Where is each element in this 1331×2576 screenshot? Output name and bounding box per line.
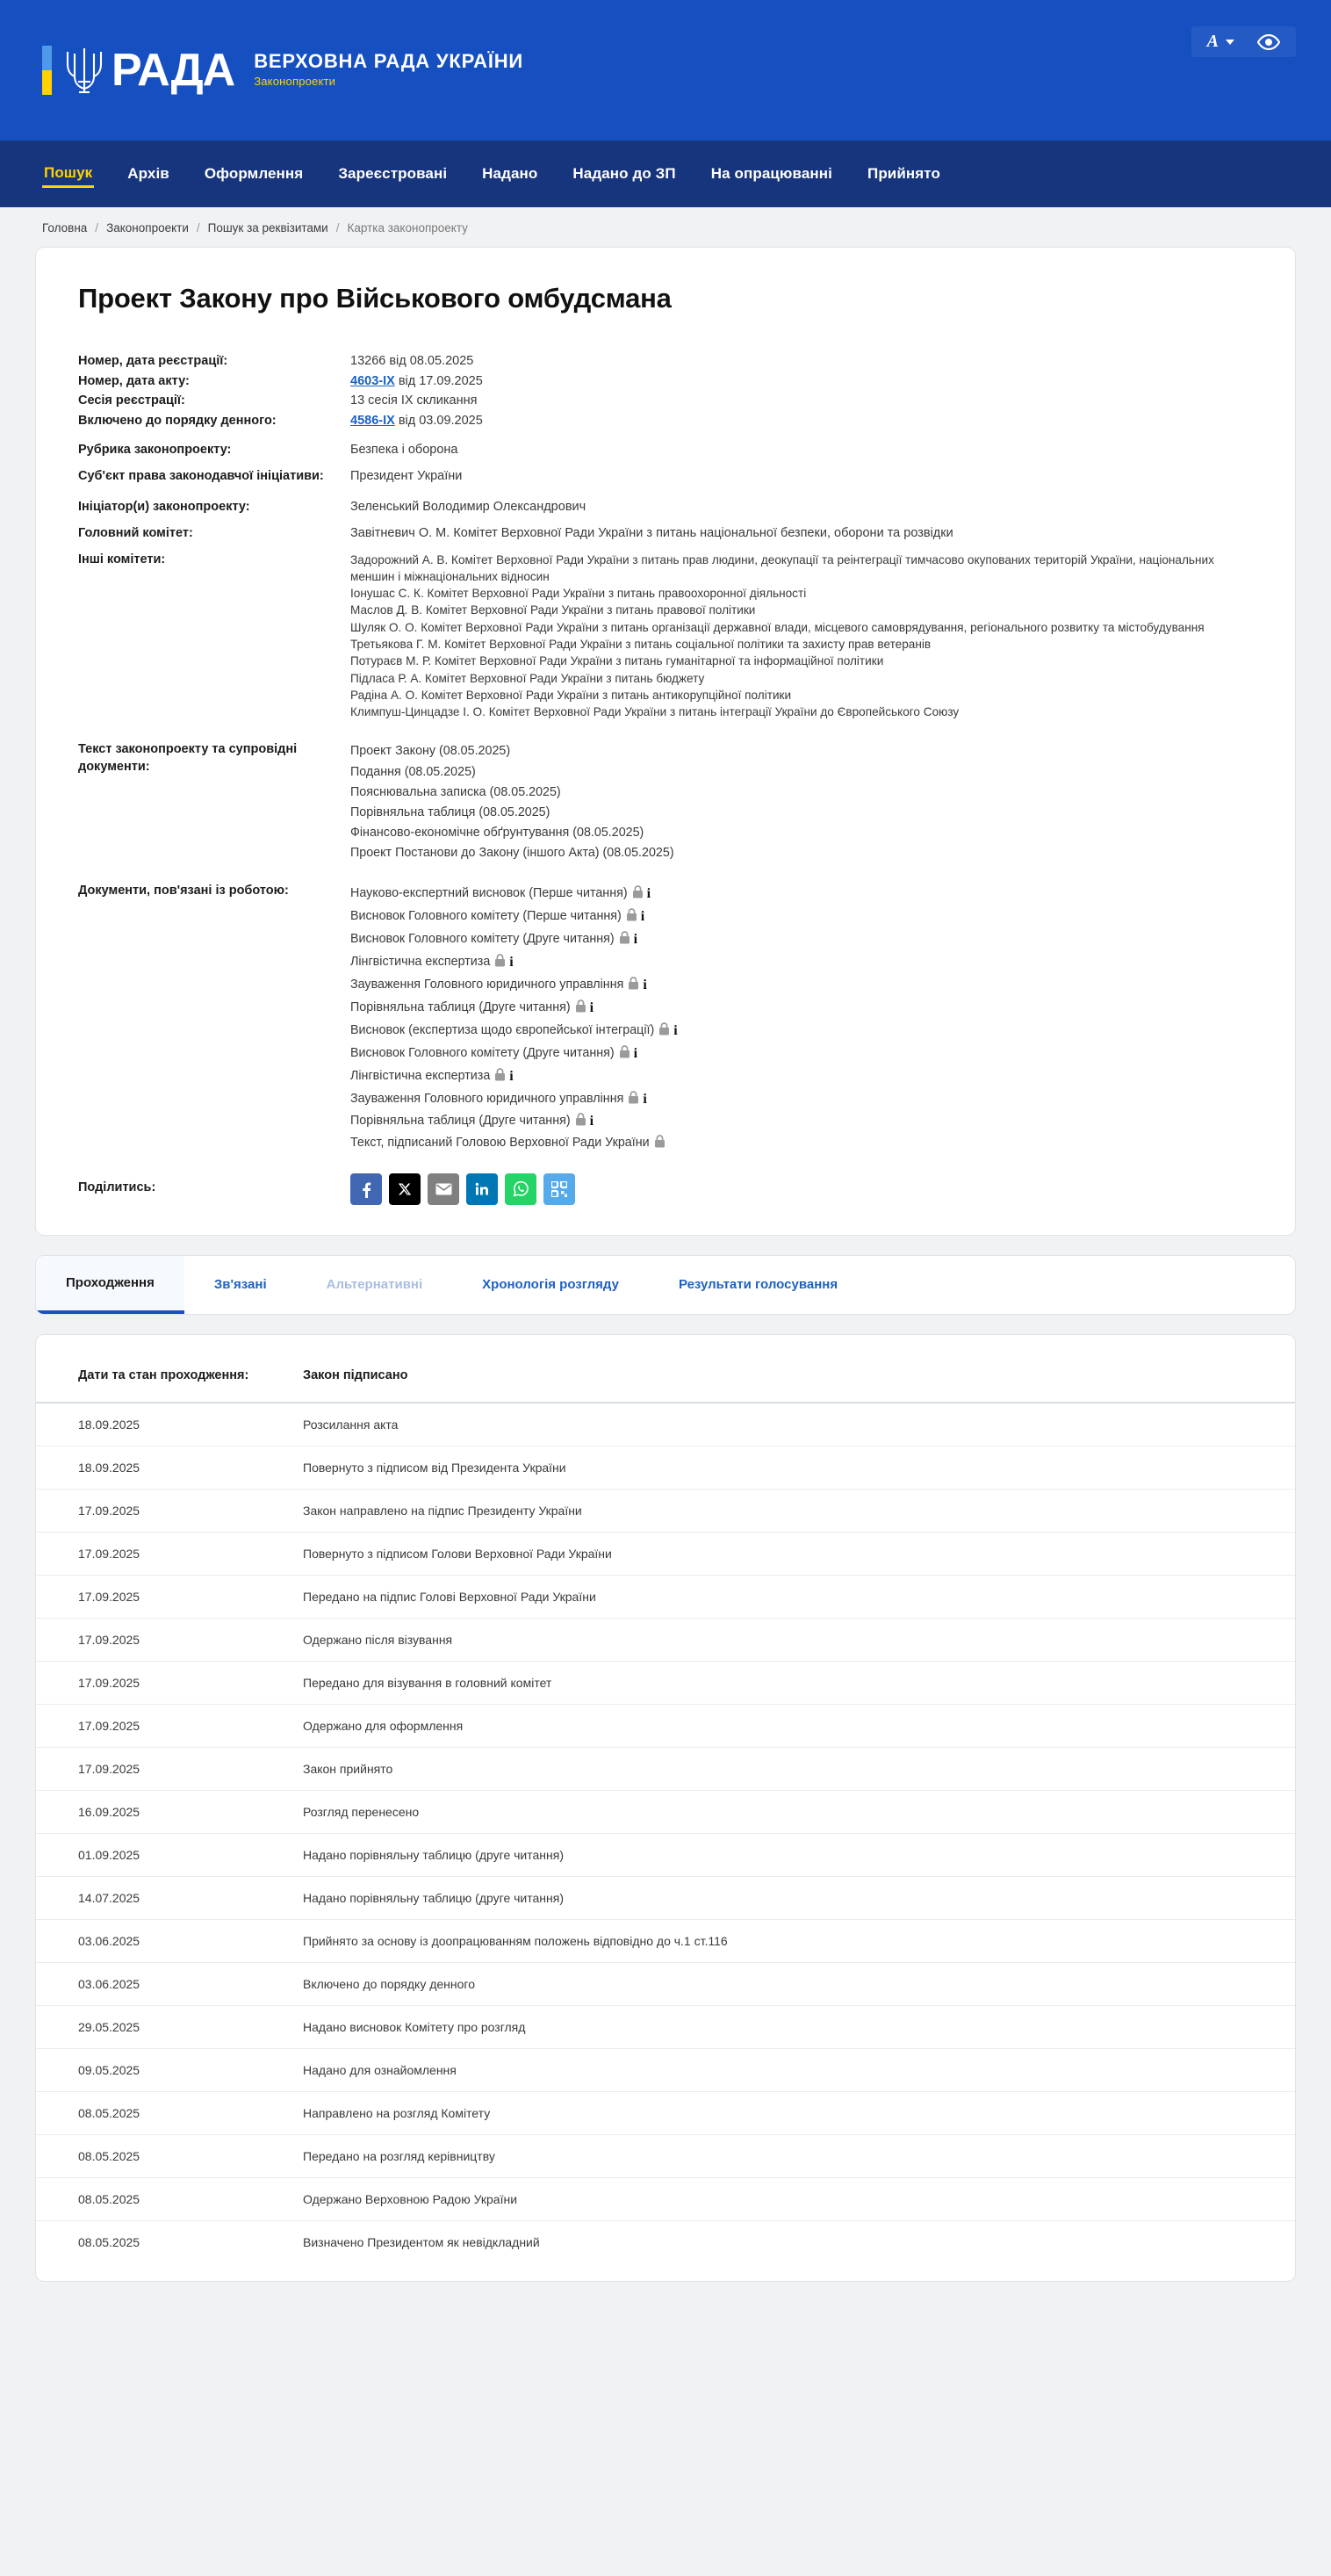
breadcrumb-item-search[interactable]: Пошук за реквізитами xyxy=(207,221,328,235)
field-label: Документи, пов'язані із роботою: xyxy=(78,884,289,898)
lock-icon xyxy=(654,1135,666,1148)
row-date: 08.05.2025 xyxy=(36,2134,282,2177)
accessibility-eye-icon[interactable] xyxy=(1257,34,1280,50)
row-date: 17.09.2025 xyxy=(36,1704,282,1747)
committee-item: Маслов Д. В. Комітет Верховної Ради України з питань правової політики xyxy=(350,603,756,617)
agenda-date: від 03.09.2025 xyxy=(394,413,483,428)
table-row xyxy=(36,2134,1295,2177)
related-document-label: Висновок Головного комітету (Перше читання) xyxy=(350,909,622,924)
linkedin-icon xyxy=(475,1182,489,1196)
tab-zvyazani[interactable]: Зв'язані xyxy=(213,1277,267,1293)
info-icon[interactable]: i xyxy=(509,1068,514,1084)
breadcrumb xyxy=(0,207,1331,247)
row-date: 17.09.2025 xyxy=(36,1532,282,1575)
share-linkedin-button[interactable] xyxy=(466,1173,498,1205)
field-registration-number xyxy=(78,353,1253,371)
field-related-documents xyxy=(78,883,1253,1153)
field-value xyxy=(350,883,678,1153)
related-document-label: Порівняльна таблиця (Друге читання) xyxy=(350,1114,571,1129)
committee-item: Іонушас С. К. Комітет Верховної Ради України з питань правоохоронної діяльності xyxy=(350,587,807,601)
share-section xyxy=(78,1173,1253,1205)
row-status: Надано для ознайомлення xyxy=(282,2048,1295,2091)
nav-item-pryynyato[interactable]: Прийнято xyxy=(867,165,940,182)
related-document-label: Висновок (експертиза щодо європейської інтеграції) xyxy=(350,1022,655,1037)
logo-wordmark: РАДА xyxy=(112,45,235,96)
org-subtitle: Законопроекти xyxy=(254,75,336,89)
lock-icon xyxy=(494,1068,506,1081)
row-status: Одержано Верховною Радою України xyxy=(282,2177,1295,2220)
document-link[interactable]: Фінансово-економічне обґрунтування (08.05.2025) xyxy=(350,826,644,841)
row-status: Одержано для оформлення xyxy=(282,1704,1295,1747)
table-row xyxy=(36,1661,1295,1704)
info-icon[interactable]: i xyxy=(509,955,514,971)
row-status: Прийнято за основу із доопрацюванням положень відповідно до ч.1 ст.116 xyxy=(282,1919,1295,1962)
tab-prokhodzhennya[interactable]: Проходження xyxy=(36,1256,184,1314)
field-rubric xyxy=(78,442,1253,459)
row-date: 08.05.2025 xyxy=(36,2091,282,2134)
table-row xyxy=(36,2091,1295,2134)
info-icon[interactable]: i xyxy=(643,1091,647,1107)
related-document-label: Науково-експертний висновок (Перше читання) xyxy=(350,886,628,901)
field-text-documents xyxy=(78,741,1253,863)
table-row xyxy=(36,1962,1295,2005)
table-row xyxy=(36,1489,1295,1532)
tab-khronolohiya-rozhlyadu[interactable]: Хронологія розгляду xyxy=(482,1277,619,1293)
page-title: Проект Закону про Військового омбудсмана xyxy=(78,283,672,314)
related-document-row[interactable] xyxy=(350,1065,678,1088)
lock-icon xyxy=(632,885,644,898)
content-shell xyxy=(0,247,1331,2317)
field-value: 13 сесія IX скликання xyxy=(350,393,478,408)
row-status: Передано для візування в головний комітет xyxy=(282,1661,1295,1704)
site-logo[interactable] xyxy=(42,43,523,97)
row-date: 17.09.2025 xyxy=(36,1661,282,1704)
row-status: Надано порівняльну таблицю (друге читання) xyxy=(282,1833,1295,1876)
table-row xyxy=(36,2048,1295,2091)
breadcrumb-item-current: Картка законопроекту xyxy=(347,221,468,235)
committee-item: Радіна А. О. Комітет Верховної Ради України з питань антикорупційної політики xyxy=(350,688,792,702)
related-document-row[interactable] xyxy=(350,951,678,974)
related-document-row[interactable] xyxy=(350,928,678,951)
trident-emblem-icon xyxy=(62,43,106,97)
row-date: 08.05.2025 xyxy=(36,2177,282,2220)
field-other-committees xyxy=(78,552,1253,721)
row-status: Включено до порядку денного xyxy=(282,1962,1295,2005)
field-value: Завітневич О. М. Комітет Верховної Ради України з питань національної безпеки, оборони та розвідки xyxy=(350,525,953,540)
related-document-row[interactable] xyxy=(350,1020,678,1043)
info-icon[interactable]: i xyxy=(640,909,645,925)
bill-card xyxy=(35,247,1296,1236)
table-row xyxy=(36,1618,1295,1661)
field-value: 13266 від 08.05.2025 xyxy=(350,354,474,368)
row-date: 17.09.2025 xyxy=(36,1747,282,1790)
lock-icon xyxy=(494,954,506,967)
committee-item: Підласа Р. А. Комітет Верховної Ради України з питань бюджету xyxy=(350,671,705,685)
related-document-row[interactable] xyxy=(350,1088,678,1111)
info-icon[interactable]: i xyxy=(646,886,651,902)
related-document-label: Текст, підписаний Головою Верховної Ради України xyxy=(350,1136,650,1151)
related-document-label: Лінгвістична експертиза xyxy=(350,1068,491,1083)
field-label: Суб'єкт права законодавчої ініціативи: xyxy=(78,468,324,483)
header-tools xyxy=(1191,26,1296,57)
field-label: Номер, дата акту: xyxy=(78,373,190,388)
table-row xyxy=(36,2220,1295,2263)
table-row xyxy=(36,1446,1295,1489)
breadcrumb-separator: / xyxy=(335,221,340,235)
field-main-committee xyxy=(78,525,1253,543)
nav-item-oformlennya[interactable]: Оформлення xyxy=(204,165,304,182)
row-status: Повернуто з підписом Голови Верховної Ради України xyxy=(282,1532,1295,1575)
field-session xyxy=(78,393,1253,410)
share-facebook-button[interactable] xyxy=(350,1173,382,1205)
info-icon[interactable]: i xyxy=(633,1045,638,1061)
row-date: 18.09.2025 xyxy=(36,1446,282,1489)
field-label: Головний комітет: xyxy=(78,525,193,540)
field-label: Номер, дата реєстрації: xyxy=(78,354,228,368)
field-label: Включено до порядку денного: xyxy=(78,413,277,428)
row-date: 16.09.2025 xyxy=(36,1790,282,1833)
tab-alternatyvni: Альтернативні xyxy=(326,1277,423,1293)
share-buttons xyxy=(350,1173,575,1205)
table-header-row xyxy=(36,1361,1295,1403)
row-status: Закон прийнято xyxy=(282,1747,1295,1790)
row-status: Розсилання акта xyxy=(282,1403,1295,1447)
info-icon[interactable]: i xyxy=(633,932,638,948)
share-label: Поділитись: xyxy=(78,1180,156,1194)
column-header-status: Закон підписано xyxy=(282,1361,1295,1403)
committee-item: Климпуш-Цинцадзе І. О. Комітет Верховної Ради України з питань інтеграції України до Європейського Союзу xyxy=(350,705,960,719)
share-whatsapp-button[interactable] xyxy=(505,1173,536,1205)
lock-icon xyxy=(575,999,586,1013)
field-value: Зеленський Володимир Олександрович xyxy=(350,500,586,515)
lock-icon xyxy=(619,1045,630,1058)
committee-item: Задорожний А. В. Комітет Верховної Ради України з питань прав людини, деокупації та реінтеграції тимчасово окупованих територій України, національних меншин і міжнаціональних відносин xyxy=(350,552,1214,583)
field-value xyxy=(350,413,483,430)
row-date: 09.05.2025 xyxy=(36,2048,282,2091)
column-header-dates: Дати та стан проходження: xyxy=(36,1361,282,1403)
table-row xyxy=(36,1704,1295,1747)
committee-item: Потураєв М. Р. Комітет Верховної Ради України з питань гуманітарної та інформаційної політики xyxy=(350,654,884,668)
related-document-row[interactable] xyxy=(350,997,678,1020)
main-navigation xyxy=(0,141,1331,207)
related-document-label: Зауваження Головного юридичного управління xyxy=(350,978,624,992)
table-row xyxy=(36,1833,1295,1876)
font-size-label: A xyxy=(1206,32,1219,51)
related-document-row[interactable] xyxy=(350,1110,678,1133)
related-document-label: Лінгвістична експертиза xyxy=(350,955,491,970)
table-row xyxy=(36,1790,1295,1833)
row-status: Визначено Президентом як невідкладний xyxy=(303,2234,540,2249)
document-link[interactable]: Подання (08.05.2025) xyxy=(350,764,476,779)
nav-item-nadano-do-zp[interactable]: Надано до ЗП xyxy=(572,165,676,182)
table-row xyxy=(36,1403,1295,1447)
row-status: Закон направлено на підпис Президенту України xyxy=(282,1489,1295,1532)
row-date: 01.09.2025 xyxy=(36,1833,282,1876)
row-date: 17.09.2025 xyxy=(36,1575,282,1618)
nav-item-na-opratsyuvanni[interactable]: На опрацюванні xyxy=(710,165,832,182)
lock-icon xyxy=(628,977,639,990)
chevron-down-icon xyxy=(1226,40,1234,45)
nav-item-poshuk[interactable]: Пошук xyxy=(42,161,94,188)
org-title: ВЕРХОВНА РАДА УКРАЇНИ xyxy=(254,49,524,72)
committee-item: Третьякова Г. М. Комітет Верховної Ради України з питань соціальної політики та захисту прав ветеранів xyxy=(350,637,932,651)
lock-icon xyxy=(619,931,630,944)
table-row xyxy=(36,2177,1295,2220)
table-row xyxy=(36,1532,1295,1575)
whatsapp-icon xyxy=(513,1180,529,1197)
table-row xyxy=(36,1876,1295,1919)
passage-table xyxy=(36,1361,1295,2263)
row-date: 29.05.2025 xyxy=(36,2005,282,2048)
related-document-row[interactable] xyxy=(350,1043,678,1065)
row-status: Направлено на розгляд Комітету xyxy=(282,2091,1295,2134)
field-label: Інші комітети: xyxy=(78,552,166,566)
info-icon[interactable]: i xyxy=(673,1022,678,1038)
tabs-spacer xyxy=(867,1256,1295,1314)
bill-tabs xyxy=(35,1255,1296,1315)
field-act-number xyxy=(78,373,1253,391)
share-email-button[interactable] xyxy=(428,1173,459,1205)
share-qr-button[interactable] xyxy=(543,1173,575,1205)
nav-item-zareestrovani[interactable]: Зареєстровані xyxy=(338,165,448,182)
row-status: Надано порівняльну таблицю (друге читання) xyxy=(282,1876,1295,1919)
related-document-row[interactable] xyxy=(350,906,678,928)
row-date: 18.09.2025 xyxy=(36,1403,282,1447)
font-size-selector[interactable] xyxy=(1207,32,1234,52)
info-icon[interactable]: i xyxy=(643,978,647,993)
passage-table-body xyxy=(36,1403,1295,2263)
field-label: Сесія реєстрації: xyxy=(78,393,185,408)
field-initiators xyxy=(78,499,1253,516)
document-link[interactable]: Порівняльна таблиця (08.05.2025) xyxy=(350,805,550,819)
nav-item-nadano[interactable]: Надано xyxy=(482,165,538,182)
act-number-link[interactable]: 4603-IX xyxy=(350,373,395,388)
related-document-row[interactable] xyxy=(350,974,678,997)
field-value: Президент України xyxy=(350,468,463,483)
field-value: Безпека і оборона xyxy=(350,443,458,458)
document-link[interactable]: Пояснювальна записка (08.05.2025) xyxy=(350,784,561,799)
document-link[interactable]: Проект Постанови до Закону (іншого Акта) (08.05.2025) xyxy=(350,846,674,861)
info-icon[interactable]: i xyxy=(589,1114,594,1129)
row-date: 08.05.2025 xyxy=(78,2234,140,2249)
related-document-label: Зауваження Головного юридичного управління xyxy=(350,1091,624,1106)
lock-icon xyxy=(626,908,637,921)
related-document-label: Висновок Головного комітету (Друге читання) xyxy=(350,1045,615,1060)
act-number-date: від 17.09.2025 xyxy=(394,373,483,388)
breadcrumb-separator: / xyxy=(196,221,200,235)
table-row xyxy=(36,1919,1295,1962)
nav-item-arhiv[interactable]: Архів xyxy=(127,165,169,182)
row-status: Передано на розгляд керівництву xyxy=(282,2134,1295,2177)
row-date: 14.07.2025 xyxy=(36,1876,282,1919)
related-document-row[interactable] xyxy=(350,883,678,906)
tab-rezultaty-holosuvannya[interactable]: Результати голосування xyxy=(678,1277,838,1293)
ukraine-flag-bar xyxy=(42,46,52,95)
field-label: Рубрика законопроекту: xyxy=(78,443,232,458)
field-agenda xyxy=(78,413,1253,430)
field-value xyxy=(350,552,1253,721)
lock-icon xyxy=(628,1091,639,1104)
site-header xyxy=(0,0,1331,141)
agenda-link[interactable]: 4586-IX xyxy=(350,413,395,428)
row-date: 03.06.2025 xyxy=(36,1919,282,1962)
passage-table-card xyxy=(35,1334,1296,2282)
share-x-button[interactable] xyxy=(389,1173,421,1205)
row-status: Передано на підпис Голові Верховної Ради України xyxy=(282,1575,1295,1618)
table-row xyxy=(36,1575,1295,1618)
row-date: 17.09.2025 xyxy=(36,1618,282,1661)
related-document-label: Порівняльна таблиця (Друге читання) xyxy=(350,999,571,1014)
breadcrumb-item-bills[interactable]: Законопроекти xyxy=(106,221,189,235)
field-label: Текст законопроекту та супровідні документи: xyxy=(78,742,298,775)
field-value xyxy=(350,373,483,391)
lock-icon xyxy=(575,1113,586,1126)
facebook-icon xyxy=(361,1180,371,1198)
document-link[interactable]: Проект Закону (08.05.2025) xyxy=(350,744,511,759)
row-status: Одержано після візування xyxy=(282,1618,1295,1661)
committee-item: Шуляк О. О. Комітет Верховної Ради України з питань організації державної влади, місцевого самоврядування, регіонального розвитку та містобудування xyxy=(350,620,1205,634)
related-document-label: Висновок Головного комітету (Друге читання) xyxy=(350,932,615,947)
table-row xyxy=(36,2005,1295,2048)
breadcrumb-separator: / xyxy=(95,221,99,235)
row-status: Повернуто з підписом від Президента України xyxy=(282,1446,1295,1489)
row-date: 03.06.2025 xyxy=(36,1962,282,2005)
x-twitter-icon xyxy=(398,1182,412,1196)
row-status: Розгляд перенесено xyxy=(282,1790,1295,1833)
field-subject xyxy=(78,468,1253,486)
qr-code-icon xyxy=(551,1181,567,1197)
related-document-row[interactable] xyxy=(350,1133,678,1153)
field-value xyxy=(350,741,674,863)
table-row xyxy=(36,1747,1295,1790)
lock-icon xyxy=(658,1022,670,1035)
breadcrumb-item-home[interactable]: Головна xyxy=(42,221,88,235)
email-icon xyxy=(435,1183,452,1195)
row-date: 17.09.2025 xyxy=(36,1489,282,1532)
row-status: Надано висновок Комітету про розгляд xyxy=(282,2005,1295,2048)
field-label: Ініціатор(и) законопроекту: xyxy=(78,500,250,515)
info-icon[interactable]: i xyxy=(589,999,594,1015)
